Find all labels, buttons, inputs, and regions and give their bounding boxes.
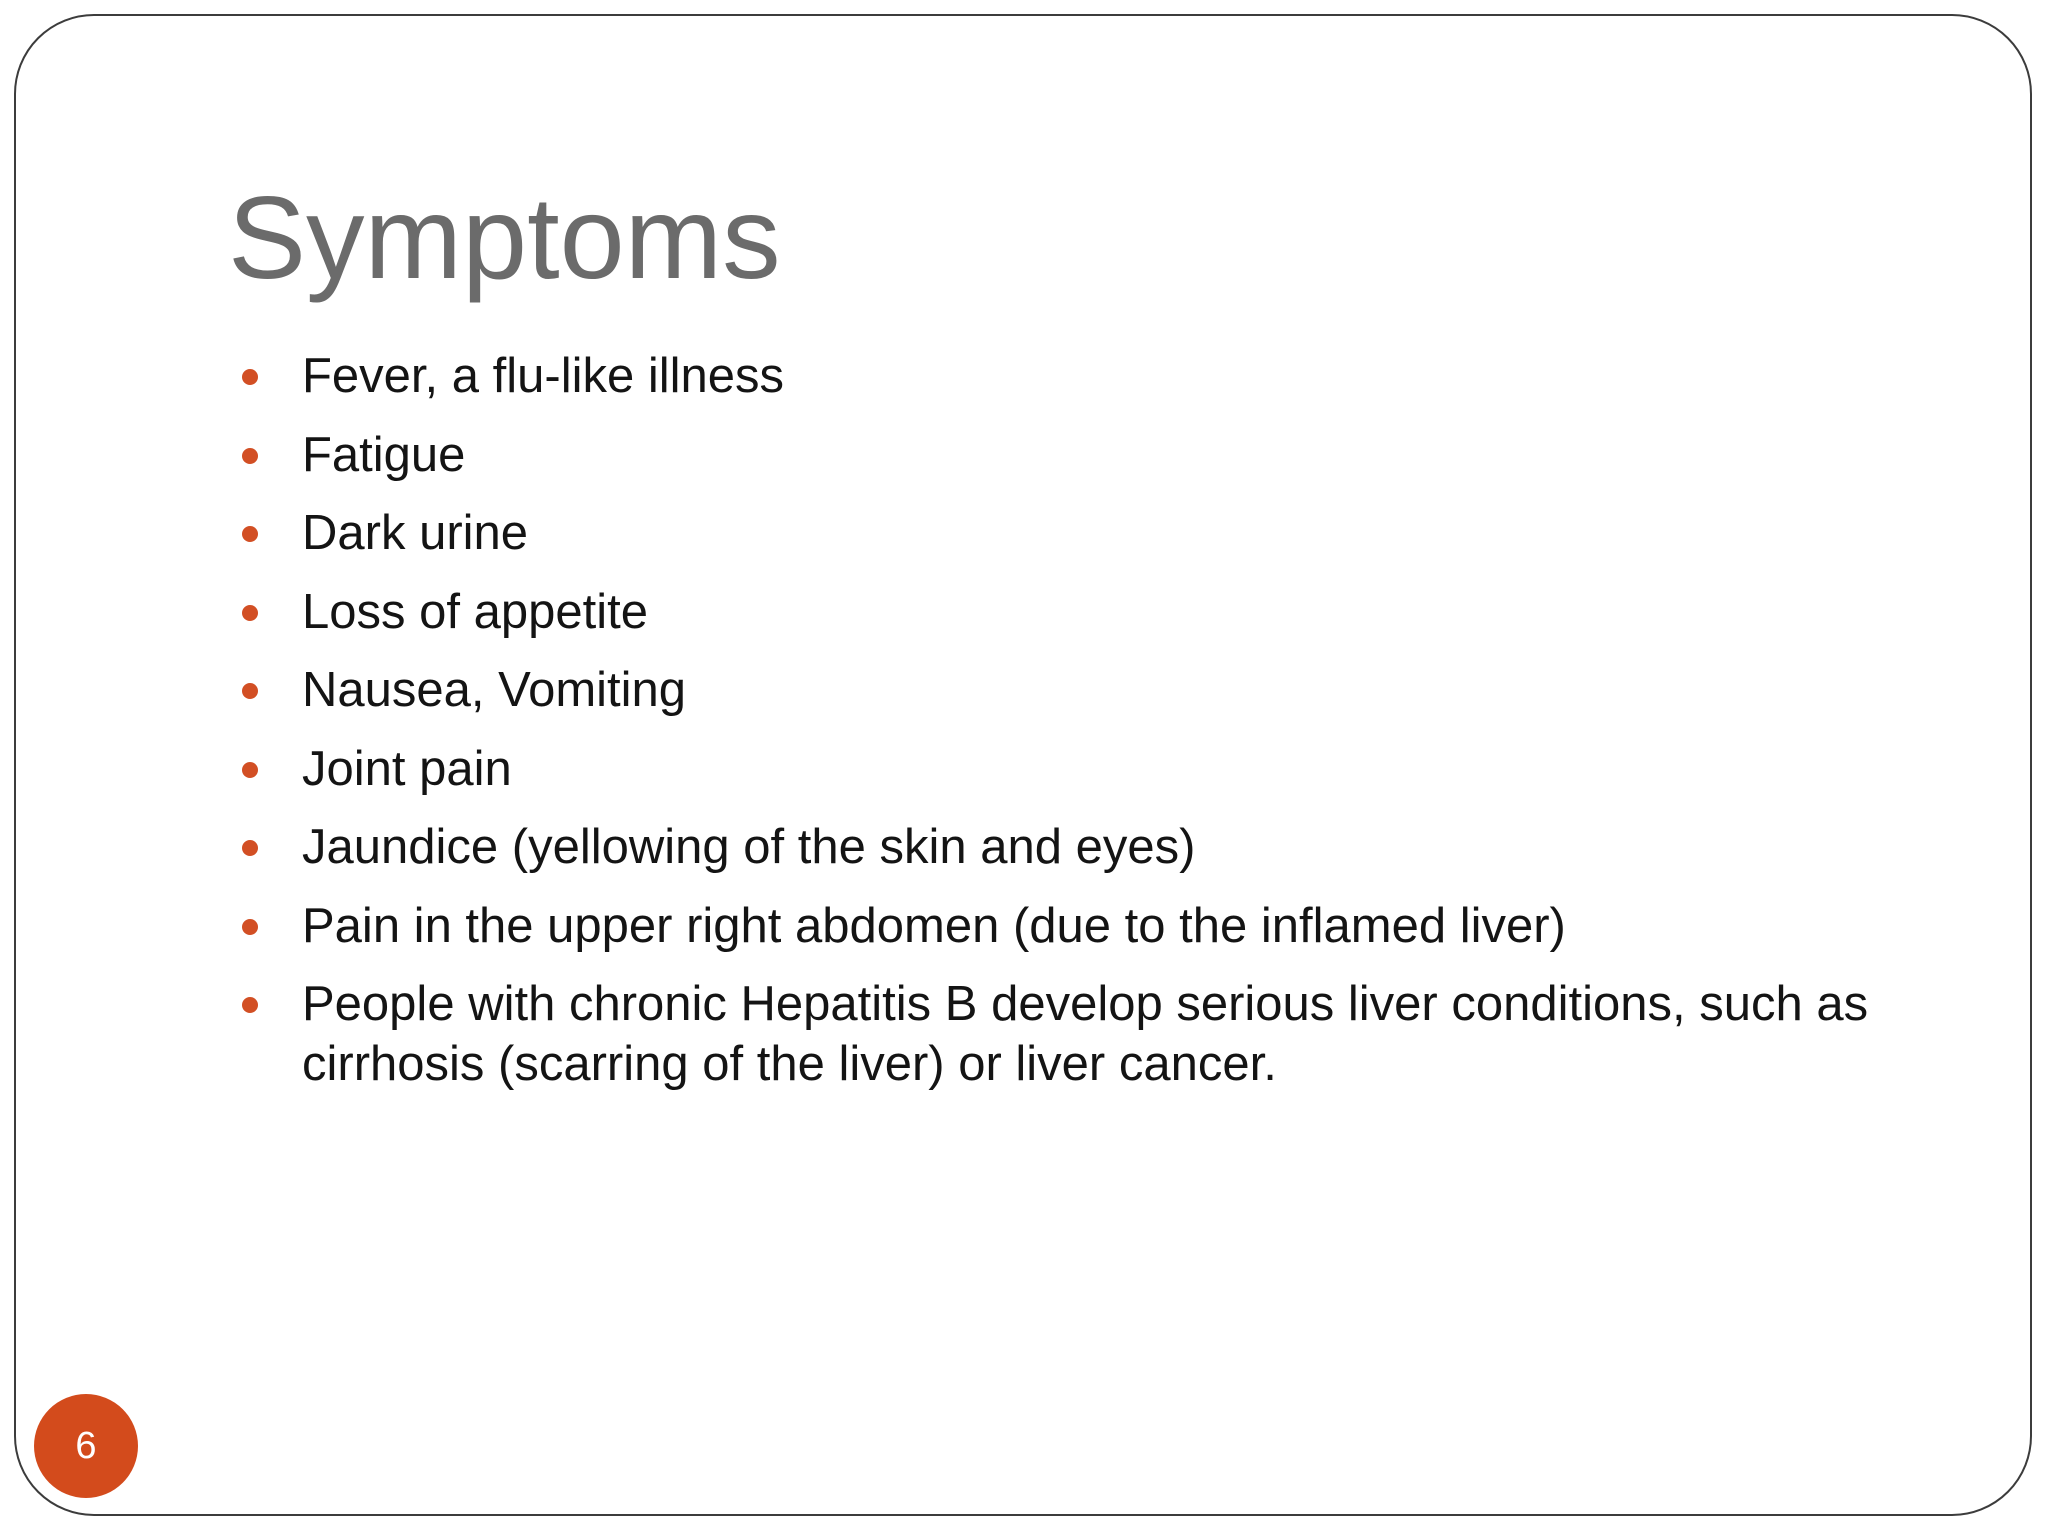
bullet-text: Nausea, Vomiting [302, 663, 687, 717]
bullet-item [228, 896, 1948, 956]
bullet-text: Fatigue [302, 427, 466, 482]
bullet-dot-icon [242, 605, 258, 621]
bullet-list [228, 346, 1948, 1113]
bullet-text: Jaundice (yellowing of the skin and eyes) [302, 820, 1196, 874]
bullet-dot-icon [242, 683, 258, 699]
bullet-text: Loss of appetite [302, 584, 648, 639]
bullet-dot-icon [242, 997, 258, 1013]
bullet-dot-icon [242, 919, 258, 935]
slide-title: Symptoms [228, 172, 781, 303]
bullet-dot-icon [242, 448, 258, 464]
bullet-text: People with chronic Hepatitis B develop serious liver conditions, such as cirrhosis (scarring of the liver) or liver cancer. [302, 977, 1869, 1091]
bullet-text: Dark urine [302, 506, 529, 560]
bullet-item [228, 817, 1948, 877]
bullet-item [228, 425, 1948, 485]
bullet-dot-icon [242, 762, 258, 778]
bullet-dot-icon [242, 526, 258, 542]
bullet-item [228, 503, 1948, 563]
slide [14, 14, 2032, 1516]
bullet-item [228, 660, 1948, 720]
bullet-item [228, 582, 1948, 642]
bullet-item [228, 739, 1948, 799]
bullet-item [228, 974, 1948, 1094]
slide-number-badge: 6 [34, 1394, 138, 1498]
bullet-dot-icon [242, 840, 258, 856]
bullet-text: Pain in the upper right abdomen (due to the inflamed liver) [302, 898, 1566, 953]
bullet-item [228, 346, 1948, 406]
bullet-text: Fever, a flu-like illness [302, 349, 785, 403]
bullet-dot-icon [242, 369, 258, 385]
bullet-text: Joint pain [302, 741, 512, 796]
